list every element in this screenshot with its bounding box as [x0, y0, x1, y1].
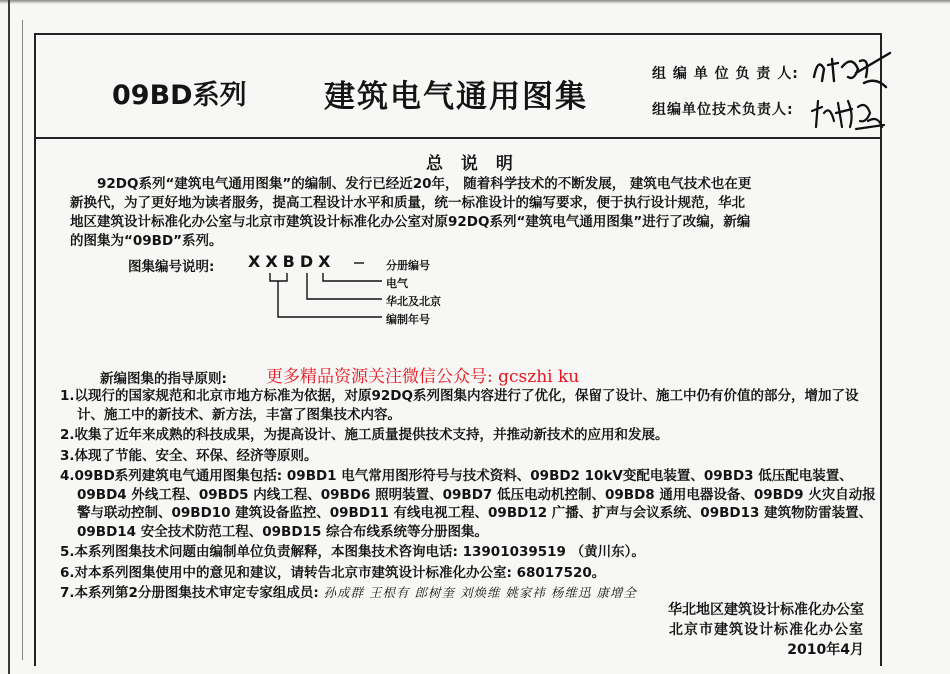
legend-volume-number: 分册编号: [386, 259, 430, 272]
list-item: 3.体现了节能、安全、环保、经济等原则。: [60, 447, 318, 464]
code-explanation-label: 图集编号说明:: [128, 259, 215, 275]
footer-org-1: 华北地区建筑设计标准化办公室: [668, 602, 864, 618]
list-item: 2.收集了近年来成熟的科技成果，为提高设计、施工质量提供技术支持，并推动新技术的应用和发展。: [60, 427, 669, 443]
intro-line: 的图集为“09BD”系列。: [70, 233, 223, 249]
intro-line: 新换代，为了更好地为读者服务，提高工程设计水平和质量，统一标准设计的编写要求，便于执行设计规范，华北: [70, 195, 745, 211]
section-heading: 总 说 明: [426, 154, 519, 174]
org-tech-label: 组编单位技术负责人:: [652, 102, 794, 118]
series-label: 09BD系列: [112, 80, 247, 111]
list-item: 1.以现行的国家规范和北京市地方标准为依据，对原92DQ系列图集内容进行了优化，保留了设计、施工中仍有价值的部分，增加了设计、施工中的新技术、新方法，丰富了图集技术内容。: [60, 388, 859, 423]
watermark-text: 更多精品资源关注微信公众号: gcszhi ku: [266, 367, 580, 387]
page-frame: [34, 33, 882, 666]
intro-line: 92DQ系列“建筑电气通用图集”的编制、发行已经近20年， 随着科学技术的不断发展， 建筑电气技术也在更: [97, 176, 752, 192]
signature-org-tech: [808, 93, 888, 133]
list-item: 5.本系列图集技术问题由编制单位负责解释，本图集技术咨询电话: 13901039519 （黄川东）。: [60, 544, 645, 560]
experts-label: 7.本系列第2分册图集技术审定专家组成员:: [60, 585, 319, 601]
org-head-label: 组 编 单 位 负 责 人:: [652, 66, 799, 82]
legend-region: 华北及北京: [386, 295, 441, 308]
footer-date: 2010年4月: [787, 642, 864, 658]
legend-year: 编制年号: [386, 313, 430, 326]
experts-names: 孙成群 王根有 郎树奎 刘焕维 姚家祎 杨维迅 康增全: [323, 585, 637, 600]
principles-label: 新编图集的指导原则:: [100, 371, 227, 387]
principles-list: [60, 387, 880, 605]
scan-edge-line-inner: [22, 20, 23, 660]
title-block: [36, 35, 880, 139]
intro-line: 地区建筑设计标准化办公室与北京市建筑设计标准化办公室对原92DQ系列“建筑电气通用图集”进行了改编，新编: [70, 214, 751, 230]
intro-paragraph: [70, 175, 878, 251]
scan-edge: [0, 0, 950, 4]
signature-org-head: [808, 47, 892, 93]
legend-electric: 电气: [386, 277, 408, 290]
scan-edge-line: [8, 0, 10, 674]
code-letters: XXBDX: [248, 252, 336, 271]
footer-org-2: 北京市建筑设计标准化办公室: [669, 622, 864, 638]
list-item: 6.对本系列图集使用中的意见和建议，请转告北京市建筑设计标准化办公室: 68017520。: [60, 564, 606, 581]
page-title: 建筑电气通用图集: [324, 79, 588, 115]
list-item: 4.09BD系列建筑电气通用图集包括: 09BD1 电气常用图形符号与技术资料、09BD2 10kV变配电装置、09BD3 低压配电装置、09BD4 外线工程、09BD5 内线工程、09BD6 照明装置、09BD7 低压电动机控制、09BD8 通用电器设备、09BD9 火灾自动报警与联动控制、09BD10 建筑设备监控、09BD11 有线电视工程、09BD12 广播、扩声与会议系统、09BD13 建筑物防雷装置、09BD14 安全技术防范工程、09BD15 综合布线系统等分册图集。: [60, 468, 876, 540]
